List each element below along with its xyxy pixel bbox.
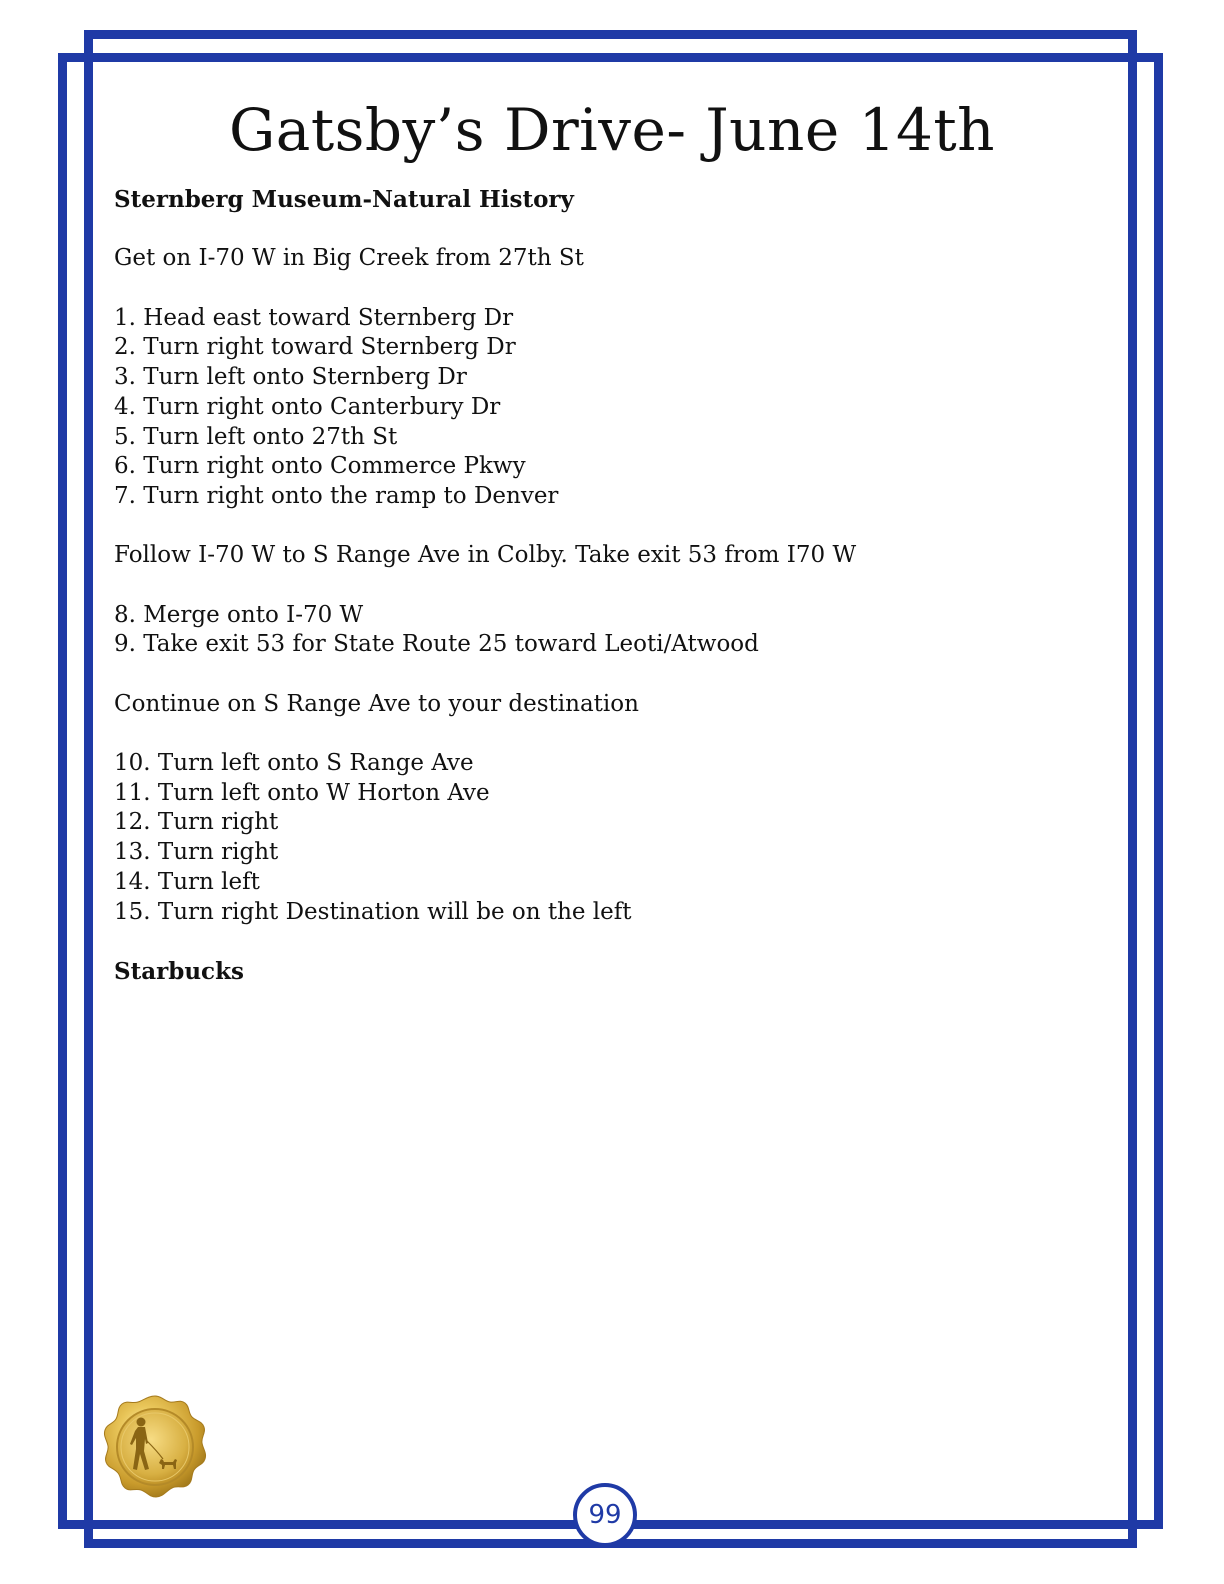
section-intro-1: Get on I-70 W in Big Creek from 27th St bbox=[114, 245, 584, 272]
end-location-heading: Starbucks bbox=[114, 957, 244, 985]
direction-step: 7. Turn right onto the ramp to Denver bbox=[114, 482, 559, 509]
section-intro-2: Follow I-70 W to S Range Ave in Colby. Take exit 53 from I70 W bbox=[114, 542, 857, 569]
page-number-badge bbox=[573, 1483, 637, 1547]
direction-step: 9. Take exit 53 for State Route 25 toward Leoti/Atwood bbox=[114, 631, 759, 658]
direction-step: 1. Head east toward Sternberg Dr bbox=[114, 304, 514, 331]
directions-body bbox=[114, 185, 1104, 987]
page-title: Gatsby’s Drive- June 14th bbox=[228, 96, 996, 164]
page-number: 99 bbox=[588, 1500, 622, 1530]
spacer bbox=[114, 927, 1104, 957]
section-intro-3: Continue on S Range Ave to your destination bbox=[114, 690, 639, 717]
direction-step: 6. Turn right onto Commerce Pkwy bbox=[114, 453, 526, 480]
spacer bbox=[114, 571, 1104, 601]
direction-step: 11. Turn left onto W Horton Ave bbox=[114, 779, 490, 806]
direction-step: 10. Turn left onto S Range Ave bbox=[114, 750, 474, 777]
direction-step: 8. Merge onto I-70 W bbox=[114, 601, 364, 628]
spacer bbox=[114, 719, 1104, 749]
spacer bbox=[114, 660, 1104, 690]
start-location-heading: Sternberg Museum-Natural History bbox=[114, 186, 574, 213]
direction-step: 12. Turn right bbox=[114, 809, 279, 836]
direction-step: 15. Turn right Destination will be on the left bbox=[114, 898, 632, 925]
direction-step: 4. Turn right onto Canterbury Dr bbox=[114, 393, 501, 420]
direction-step: 2. Turn right toward Sternberg Dr bbox=[114, 334, 516, 361]
spacer bbox=[114, 512, 1104, 542]
direction-step: 3. Turn left onto Sternberg Dr bbox=[114, 364, 467, 391]
gold-seal-icon bbox=[101, 1393, 209, 1501]
direction-step: 5. Turn left onto 27th St bbox=[114, 423, 398, 450]
direction-step: 13. Turn right bbox=[114, 839, 279, 866]
spacer bbox=[114, 215, 1104, 245]
direction-step: 14. Turn left bbox=[114, 868, 260, 895]
spacer bbox=[114, 274, 1104, 304]
